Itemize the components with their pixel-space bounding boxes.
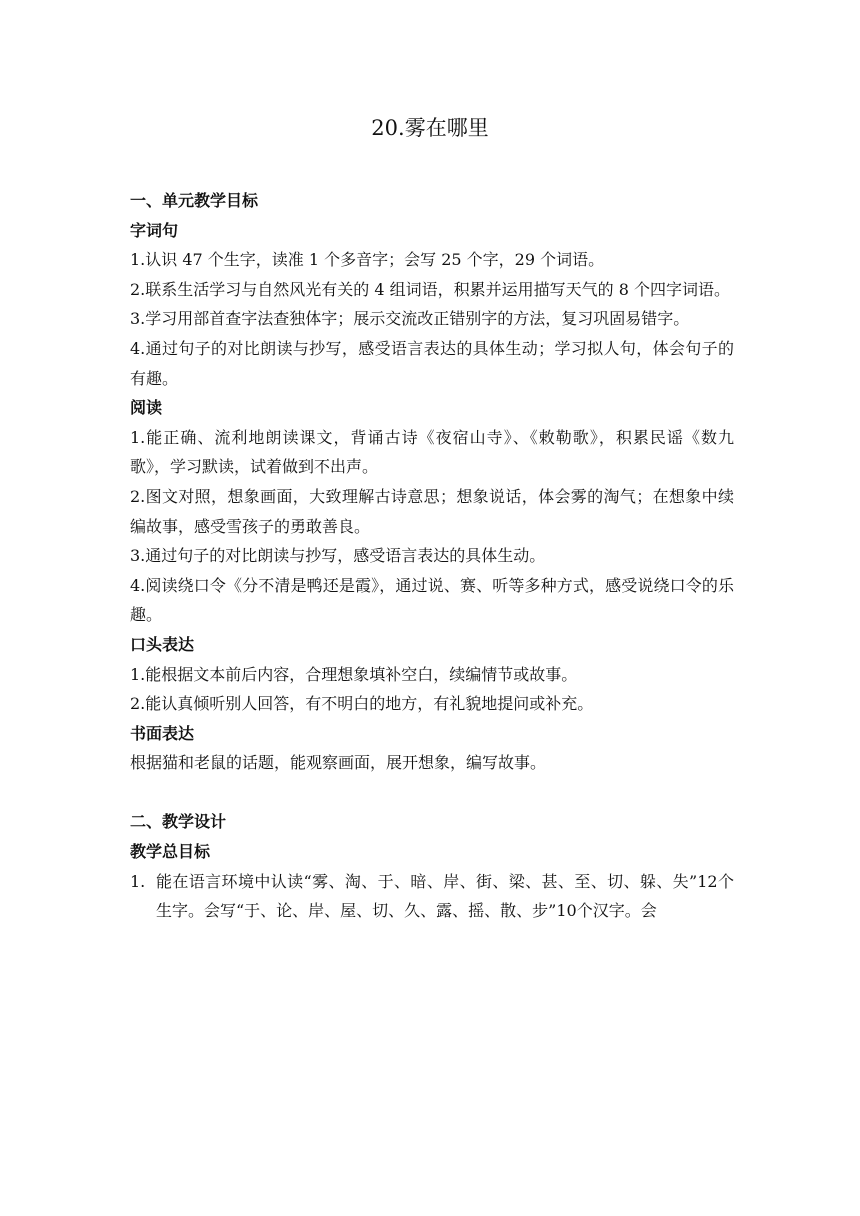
section-spacer	[130, 778, 734, 808]
list-text: 能在语言环境中认读“雾、淘、于、暗、岸、街、梁、甚、至、切、躲、失”12个生字。会写“于、论、岸、屋、切、久、露、摇、散、步”10个汉字。会	[156, 871, 734, 921]
overall-goal-item-1	[130, 867, 734, 926]
ziciju-item-1: 1.认识 47 个生字，读准 1 个多音字；会写 25 个字，29 个词语。	[130, 250, 605, 270]
yuedu-item-3: 3.通过句子的对比朗读与抄写，感受语言表达的具体生动。	[130, 546, 546, 566]
subheading-ziciju: 字词句	[130, 220, 179, 240]
subheading-yuedu: 阅读	[130, 398, 163, 418]
yuedu-item-4: 4.阅读绕口令《分不清是鸭还是霞》，通过说、赛、听等多种方式，感受说绕口令的乐趣。	[130, 575, 734, 625]
subheading-koutou: 口头表达	[130, 634, 195, 654]
koutou-item-2: 2.能认真倾听别人回答，有不明白的地方，有礼貌地提问或补充。	[130, 694, 594, 714]
document-title: 20.雾在哪里	[371, 116, 489, 140]
yuedu-item-2: 2.图文对照，想象画面，大致理解古诗意思；想象说话，体会雾的淘气；在想象中续编故事，感受雪孩子的勇敢善良。	[130, 486, 734, 536]
ziciju-item-3: 3.学习用部首查字法查独体字；展示交流改正错别字的方法，复习巩固易错字。	[130, 309, 690, 329]
subheading-overall-goals: 教学总目标	[130, 842, 211, 862]
section-heading-teaching-design: 二、教学设计	[130, 812, 227, 832]
koutou-item-1: 1.能根据文本前后内容，合理想象填补空白，续编情节或故事。	[130, 664, 578, 684]
shumian-item-1: 根据猫和老鼠的话题，能观察画面，展开想象，编写故事。	[130, 753, 547, 773]
subheading-shumian: 书面表达	[130, 723, 195, 743]
list-number: 1.	[130, 871, 146, 891]
ziciju-item-4: 4.通过句子的对比朗读与抄写，感受语言表达的具体生动；学习拟人句，体会句子的有趣。	[130, 338, 734, 388]
ziciju-item-2: 2.联系生活学习与自然风光有关的 4 组词语，积累并运用描写天气的 8 个四字词语。	[130, 279, 730, 299]
section-heading-unit-goals: 一、单元教学目标	[130, 191, 259, 210]
document-body	[130, 186, 734, 926]
yuedu-item-1: 1.能正确、流利地朗读课文，背诵古诗《夜宿山寺》、《敕勒歌》，积累民谣《数九歌》，学习默读，试着做到不出声。	[130, 427, 734, 477]
